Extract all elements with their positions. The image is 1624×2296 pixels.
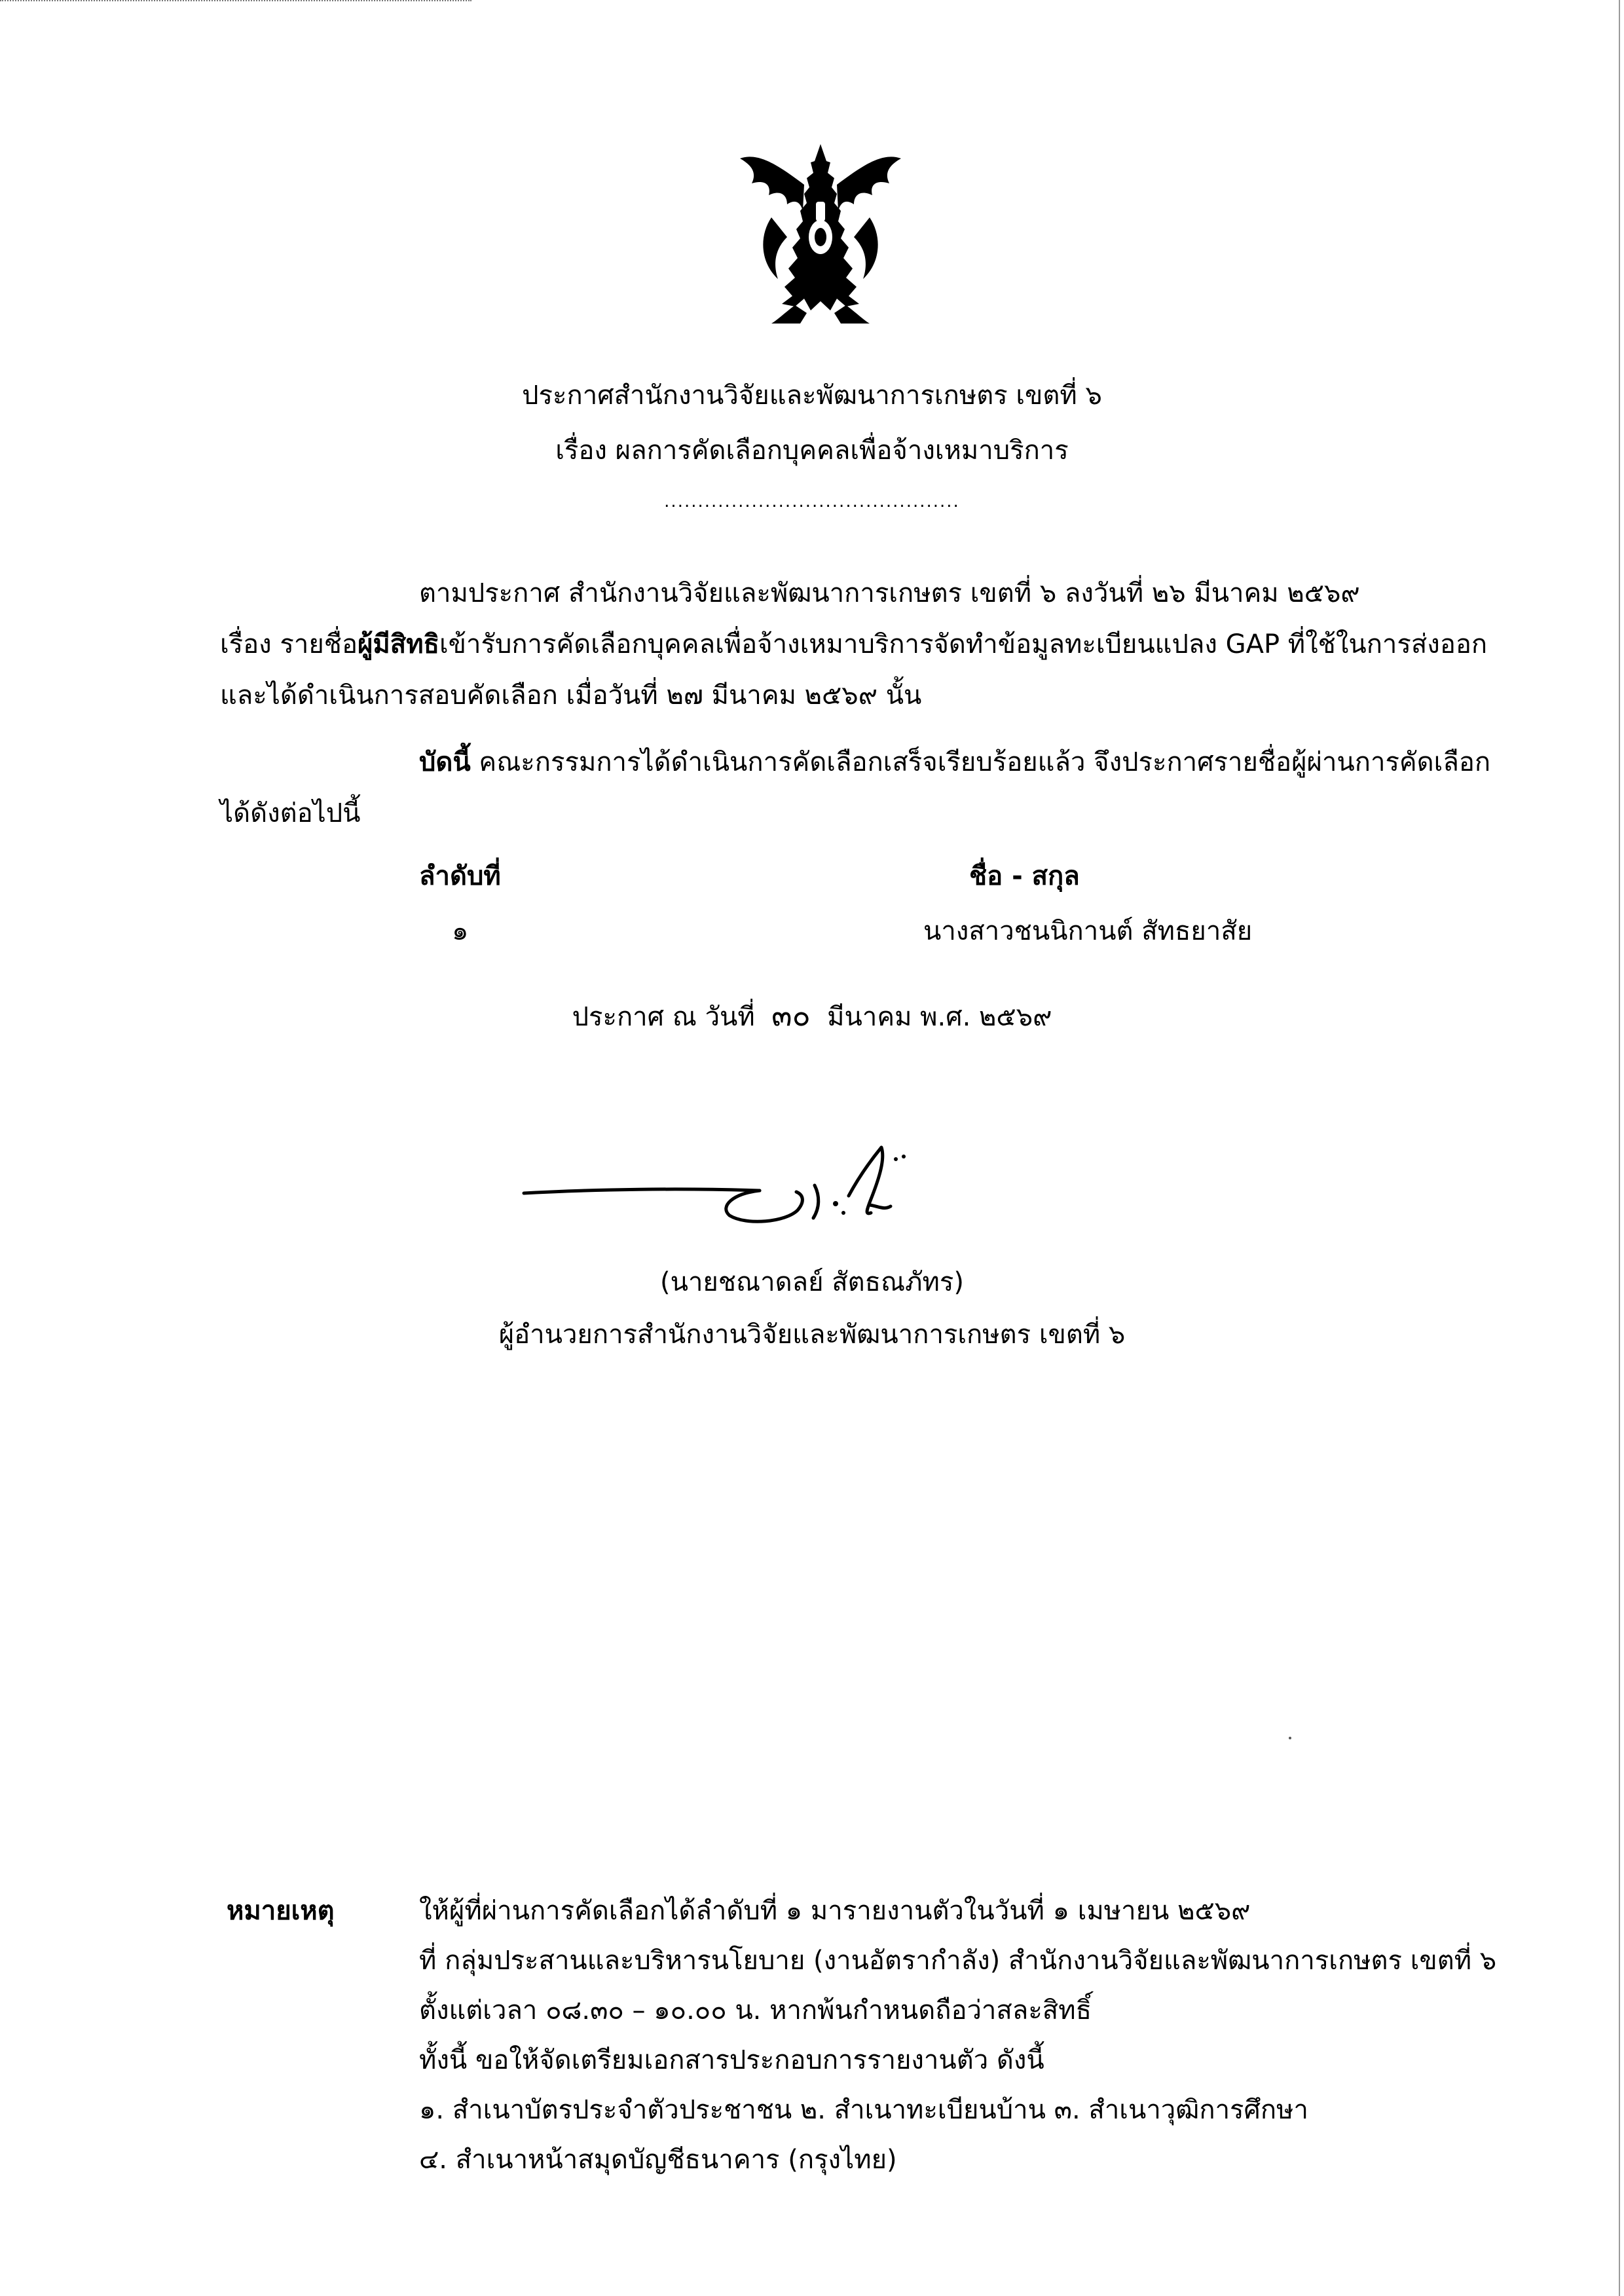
paragraph-1-line-3: และได้ดำเนินการสอบคัดเลือก เมื่อวันที่ ๒๗ มีนาคม ๒๕๖๙ นั้น: [220, 680, 922, 711]
paragraph-2-bold-text: บัดนี้: [419, 747, 471, 777]
paragraph-2-line-1: [419, 744, 1490, 781]
announcement-subject: เรื่อง ผลการคัดเลือกบุคคลเพื่อจ้างเหมาบริการ: [555, 435, 1069, 466]
scan-right-edge: [1619, 0, 1620, 2296]
column-header-name: ชื่อ - สกุล: [969, 861, 1080, 891]
paragraph-2-line-2: ได้ดังต่อไปนี้: [220, 798, 361, 828]
paragraph-2-text: คณะกรรมการได้ดำเนินการคัดเลือกเสร็จเรียบร้อยแล้ว จึงประกาศรายชื่อผู้ผ่านการคัดเลือก: [470, 747, 1491, 777]
paragraph-1-text-b: เข้ารับการคัดเลือกบุคคลเพื่อจ้างเหมาบริการจัดทำข้อมูลทะเบียนแปลง GAP ที่ใช้ในการส่งออก: [439, 629, 1488, 659]
scan-top-edge: [0, 0, 471, 1]
note-line-6: ๔. สำเนาหน้าสมุดบัญชีธนาคาร (กรุงไทย): [419, 2145, 897, 2175]
header-divider: ............................................: [664, 492, 960, 511]
paragraph-1-line-2: [220, 626, 1487, 663]
signature-icon: [517, 1133, 1015, 1231]
note-line-4: ทั้งนี้ ขอให้จัดเตรียมเอกสารประกอบการรายงานตัว ดังนี้: [419, 2045, 1044, 2075]
garuda-emblem-icon: [732, 139, 909, 329]
signer-name: (นายชณาดลย์ สัตธณภัทร): [660, 1267, 964, 1297]
column-header-order: ลำดับที่: [419, 861, 501, 891]
note-label: หมายเหตุ: [227, 1896, 335, 1926]
scan-speck: [1289, 1737, 1291, 1739]
announcement-date-prefix: ประกาศ ณ วันที่: [572, 1002, 755, 1032]
announcement-title: ประกาศสำนักงานวิจัยและพัฒนาการเกษตร เขตที่ ๖: [522, 380, 1102, 411]
note-line-2: ที่ กลุ่มประสานและบริหารนโยบาย (งานอัตรากำลัง) สำนักงานวิจัยและพัฒนาการเกษตร เขตที่ ๖: [419, 1946, 1497, 1976]
handwritten-day: ๓๐: [771, 997, 811, 1033]
note-line-5: ๑. สำเนาบัตรประจำตัวประชาชน ๒. สำเนาทะเบียนบ้าน ๓. สำเนาวุฒิการศึกษา: [419, 2095, 1308, 2125]
note-line-3: ตั้งแต่เวลา ๐๘.๓๐ – ๑๐.๐๐ น. หากพ้นกำหนดถือว่าสละสิทธิ์: [419, 1995, 1092, 2026]
paragraph-1-text-a: เรื่อง รายชื่อ: [220, 629, 358, 659]
table-row-order: ๑: [452, 916, 469, 946]
announcement-date-suffix: มีนาคม พ.ศ. ๒๕๖๙: [827, 1002, 1052, 1032]
table-row-name: นางสาวชนนิกานต์ สัทธยาสัย: [923, 916, 1253, 946]
paragraph-1-bold-text: ผู้มีสิทธิ: [357, 629, 439, 659]
signer-position: ผู้อำนวยการสำนักงานวิจัยและพัฒนาการเกษตร เขตที่ ๖: [498, 1320, 1126, 1350]
note-line-1: ให้ผู้ที่ผ่านการคัดเลือกได้ลำดับที่ ๑ มารายงานตัวในวันที่ ๑ เมษายน ๒๕๖๙: [419, 1896, 1251, 1926]
paragraph-1-line-1: ตามประกาศ สำนักงานวิจัยและพัฒนาการเกษตร เขตที่ ๖ ลงวันที่ ๒๖ มีนาคม ๒๕๖๙: [419, 578, 1360, 608]
announcement-date: [0, 997, 1624, 1035]
